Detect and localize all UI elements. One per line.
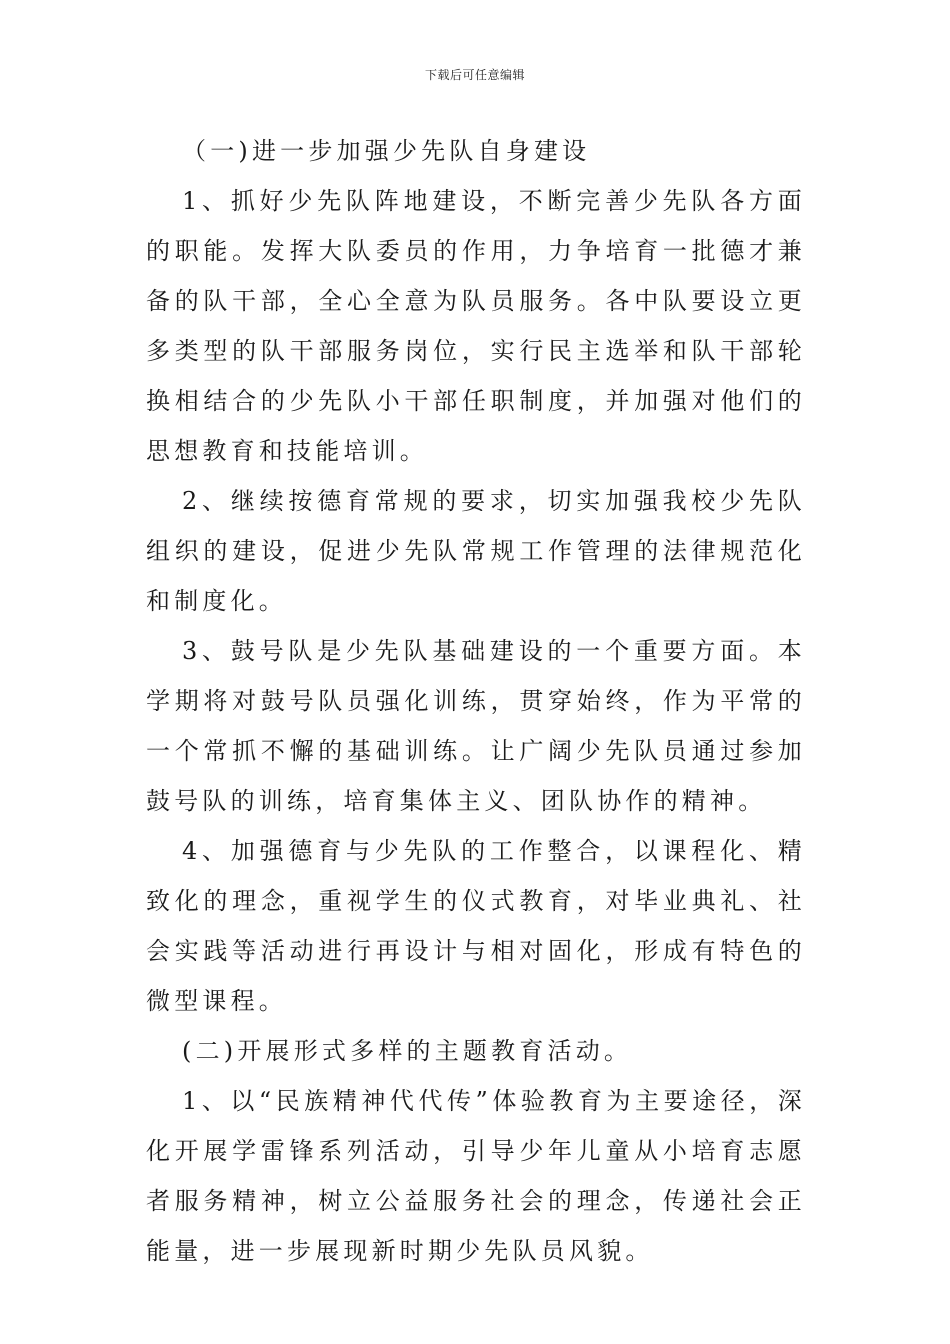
paragraph-1-4: 4、加强德育与少先队的工作整合，以课程化、精致化的理念，重视学生的仪式教育，对毕业典礼、社会实践等活动进行再设计与相对固化，形成有特色的微型课程。 <box>146 837 806 1015</box>
header-note: 下载后可任意编辑 <box>424 68 525 82</box>
paragraph-1-2: 2、继续按德育常规的要求，切实加强我校少先队组织的建设，促进少先队常规工作管理的法律规范化和制度化。 <box>146 487 806 615</box>
paragraph-1-3: 3、鼓号队是少先队基础建设的一个重要方面。本学期将对鼓号队员强化训练，贯穿始终，作为平常的一个常抓不懈的基础训练。让广阔少先队员通过参加鼓号队的训练，培育集体主义、团队协作的精神。 <box>146 637 806 815</box>
paragraph-2-1: 1、以“民族精神代代传”体验教育为主要途径，深化开展学雷锋系列活动，引导少年儿童从小培育志愿者服务精神，树立公益服务社会的理念，传递社会正能量，进一步展现新时期少先队员风貌。 <box>146 1087 806 1265</box>
document-body <box>146 126 806 1276</box>
section-heading-1: （一)进一步加强少先队自身建设 <box>182 137 591 165</box>
paragraph-1-1: 1、抓好少先队阵地建设，不断完善少先队各方面的职能。发挥大队委员的作用，力争培育一批德才兼备的队干部，全心全意为队员服务。各中队要设立更多类型的队干部服务岗位，实行民主选举和队干部轮换相结合的少先队小干部任职制度，并加强对他们的思想教育和技能培训。 <box>146 187 806 465</box>
section-heading-2: (二)开展形式多样的主题教育活动。 <box>182 1037 633 1065</box>
